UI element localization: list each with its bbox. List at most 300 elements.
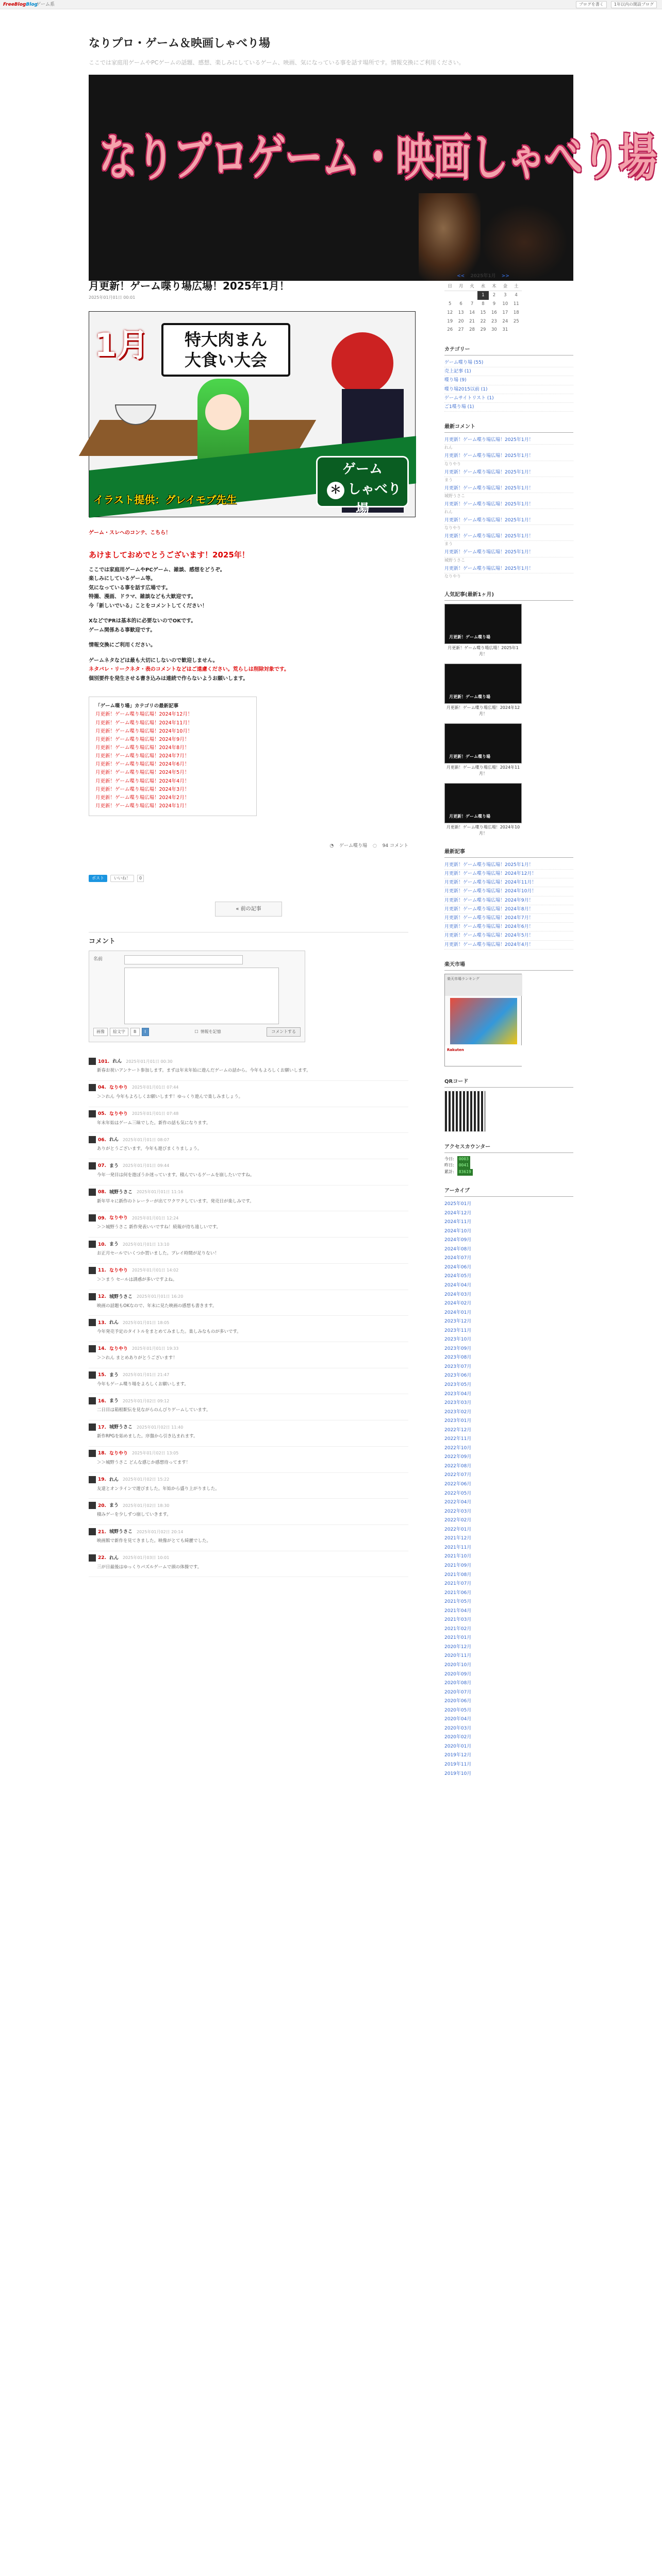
- recent-comment-link[interactable]: 月更新！ゲーム喋り場広場！2025年1月！: [444, 436, 573, 445]
- emoji-button[interactable]: 絵文字: [110, 1028, 128, 1036]
- comment-header: [89, 1528, 408, 1536]
- comment-header: [89, 1084, 408, 1092]
- category-latest-link[interactable]: 月更新！ゲーム喋り場広場！2024年8月！: [95, 744, 190, 751]
- archive-link[interactable]: 2021年03月: [444, 1617, 472, 1623]
- archive-link[interactable]: 2023年01月: [444, 1418, 472, 1424]
- popular-thumbnail[interactable]: [444, 604, 522, 644]
- popular-post-title[interactable]: 月更新！ゲーム喋り場広場！2024年11月！: [446, 765, 520, 776]
- sidebar: [444, 273, 573, 1790]
- archive-link[interactable]: 2023年08月: [444, 1355, 472, 1361]
- archive-link[interactable]: 2022年06月: [444, 1482, 472, 1487]
- comment-author: なりやり: [109, 1451, 128, 1456]
- archive-link[interactable]: 2024年05月: [444, 1274, 472, 1279]
- comment-list: [89, 1055, 408, 1577]
- image-upload-button[interactable]: 画像: [93, 1028, 108, 1036]
- comment-author: れん: [109, 1137, 119, 1143]
- archive-link[interactable]: 2019年10月: [444, 1771, 472, 1776]
- comment-header: [89, 1162, 408, 1170]
- calendar-day[interactable]: 2: [492, 293, 496, 298]
- archive-link[interactable]: 2024年04月: [444, 1283, 472, 1288]
- service-logo[interactable]: FreeBlogBlog: [3, 2, 38, 7]
- calendar-day[interactable]: 15: [480, 310, 486, 315]
- archive-link[interactable]: 2019年12月: [444, 1753, 472, 1758]
- popular-post-title[interactable]: 月更新！ゲーム喋り場広場！2025年1月！: [448, 645, 519, 656]
- archive-link[interactable]: 2020年04月: [444, 1717, 472, 1722]
- comment-item: [89, 1107, 408, 1133]
- latest-post-link[interactable]: 月更新！ゲーム喋り場広場！2024年8月！: [444, 905, 573, 914]
- archive-link[interactable]: 2020年07月: [444, 1689, 472, 1695]
- prev-post-button[interactable]: « 前の記事: [215, 902, 282, 917]
- archive-link[interactable]: 2022年11月: [444, 1436, 472, 1442]
- category-latest-link[interactable]: 月更新！ゲーム喋り場広場！2024年1月！: [95, 803, 190, 809]
- popular-thumb-caption: 月更新！ゲーム喋り場: [449, 814, 490, 819]
- calendar-day[interactable]: 17: [502, 310, 508, 315]
- toolbar-site-name[interactable]: ゲーム系: [36, 2, 55, 7]
- comment-header: [89, 1267, 408, 1275]
- popular-thumb-caption: 月更新！ゲーム喋り場: [449, 694, 490, 699]
- avatar: [89, 1110, 96, 1117]
- category-link[interactable]: ご1喋り場 (1): [444, 403, 573, 412]
- popular-post[interactable]: [444, 723, 573, 777]
- category-latest-link[interactable]: 月更新！ゲーム喋り場広場！2024年10月！: [95, 728, 193, 734]
- comment-number[interactable]: 21.: [98, 1529, 106, 1535]
- comment-text: 積みゲーを少しずつ崩していきます。: [97, 1512, 171, 1518]
- calendar-next-link[interactable]: >>: [501, 274, 509, 279]
- latest-post-link[interactable]: 月更新！ゲーム喋り場広場！2025年1月！: [444, 861, 573, 870]
- comment-author: まう: [109, 1398, 119, 1404]
- comment-number[interactable]: 04.: [98, 1085, 106, 1091]
- comment-number[interactable]: 06.: [98, 1137, 106, 1143]
- category-latest-link[interactable]: 月更新！ゲーム喋り場広場！2024年4月！: [95, 778, 190, 784]
- latest-post-link[interactable]: 月更新！ゲーム喋り場広場！2024年12月！: [444, 870, 573, 878]
- rakuten-widget[interactable]: [444, 974, 522, 1066]
- calendar-day[interactable]: 12: [447, 310, 453, 315]
- archive-link[interactable]: 2021年07月: [444, 1581, 472, 1587]
- category-latest-link[interactable]: 月更新！ゲーム喋り場広場！2024年9月！: [95, 736, 190, 742]
- comment-heading: コメント: [89, 937, 116, 945]
- archive-link[interactable]: 2023年04月: [444, 1391, 472, 1397]
- archive-link[interactable]: 2024年09月: [444, 1238, 472, 1243]
- comment-item: [89, 1447, 408, 1473]
- post-category-link[interactable]: ゲーム喋り場: [339, 843, 368, 849]
- archive-link[interactable]: 2020年09月: [444, 1671, 472, 1677]
- comment-number[interactable]: 19.: [98, 1477, 106, 1483]
- comment-author: まう: [109, 1372, 119, 1378]
- calendar-day[interactable]: 26: [447, 327, 453, 333]
- comment-number[interactable]: 07.: [98, 1163, 106, 1169]
- comment-item: [89, 1055, 408, 1081]
- calendar-day[interactable]: 19: [447, 318, 453, 324]
- archive-link[interactable]: 2025年01月: [444, 1201, 472, 1207]
- archive-link[interactable]: 2019年11月: [444, 1761, 472, 1767]
- rakuten-logo[interactable]: Rakuten: [445, 1045, 522, 1066]
- rakuten-product-image[interactable]: [450, 998, 517, 1044]
- archive-link[interactable]: 2024年10月: [444, 1228, 472, 1234]
- avatar: [89, 1136, 96, 1143]
- comment-text: 今年もゲーム喋り場をよろしくお願いします。: [97, 1381, 189, 1387]
- latest-post-link[interactable]: 月更新！ゲーム喋り場広場！2024年5月！: [444, 931, 573, 940]
- calendar-weekday: 日: [444, 282, 455, 291]
- comment-number[interactable]: 05.: [98, 1111, 106, 1117]
- popular-thumbnail[interactable]: [444, 664, 522, 704]
- submit-comment-button[interactable]: コメントする: [267, 1027, 301, 1037]
- comment-text: ＞＞まう セールは誘惑が多いですよね。: [97, 1277, 177, 1282]
- avatar: [89, 1058, 96, 1065]
- archive-link[interactable]: 2022年04月: [444, 1500, 472, 1505]
- popular-thumb-caption: 月更新！ゲーム喋り場: [449, 634, 490, 639]
- tweet-button[interactable]: ポスト: [89, 875, 107, 882]
- popular-thumbnail[interactable]: [444, 783, 522, 823]
- calendar-day[interactable]: 20: [458, 318, 464, 324]
- comment-date: 2025年01月01日 08:07: [122, 1137, 170, 1142]
- popular-post-title[interactable]: 月更新！ゲーム喋り場広場！2024年10月！: [446, 824, 520, 836]
- category-latest-link[interactable]: 月更新！ゲーム喋り場広場！2024年2月！: [95, 794, 190, 801]
- avatar: [89, 1084, 96, 1091]
- comment-author: れん: [109, 1477, 119, 1483]
- comment-textarea[interactable]: [124, 968, 279, 1024]
- calendar-day[interactable]: 18: [513, 310, 519, 315]
- archive-link[interactable]: 2022年03月: [444, 1509, 472, 1514]
- archive-link[interactable]: 2023年03月: [444, 1400, 472, 1406]
- avatar: [89, 1293, 96, 1300]
- comment-number[interactable]: 101.: [98, 1059, 110, 1064]
- latest-posts-title: 最新記事: [444, 848, 573, 858]
- like-count: 0: [137, 875, 144, 882]
- archive-link[interactable]: 2021年04月: [444, 1608, 472, 1614]
- archive-link[interactable]: 2023年05月: [444, 1382, 472, 1388]
- archive-link[interactable]: 2020年10月: [444, 1662, 472, 1668]
- comment-text: 二日目は箱根駅伝を見ながらのんびりゲームしています。: [97, 1408, 211, 1413]
- comment-date: 2025年01月02日 20:14: [136, 1529, 184, 1534]
- latest-post-link[interactable]: 月更新！ゲーム喋り場広場！2024年4月！: [444, 941, 573, 950]
- calendar-day[interactable]: 25: [513, 318, 519, 324]
- comment-author: まう: [109, 1503, 119, 1509]
- banner-light: [419, 193, 481, 281]
- calendar-weekday: 火: [467, 282, 477, 291]
- calendar-day: [467, 291, 477, 300]
- comment-header: [89, 1397, 408, 1405]
- comment-date: 2025年01月02日 15:22: [122, 1477, 170, 1482]
- comment-number[interactable]: 22.: [98, 1555, 106, 1561]
- archive-link[interactable]: 2022年07月: [444, 1472, 472, 1478]
- calendar-day[interactable]: 9: [492, 301, 496, 307]
- archive-link[interactable]: 2024年11月: [444, 1219, 472, 1225]
- comment-author: なりやり: [109, 1085, 128, 1091]
- comment-header: [89, 1345, 408, 1353]
- archive-link[interactable]: 2021年05月: [444, 1599, 472, 1605]
- remember-label: 情報を記憶: [200, 1029, 221, 1035]
- archive-link[interactable]: 2021年09月: [444, 1563, 472, 1568]
- access-row: [444, 1169, 573, 1176]
- archive-link[interactable]: 2020年06月: [444, 1699, 472, 1704]
- archive-link[interactable]: 2022年10月: [444, 1445, 472, 1451]
- comment-header: [89, 1554, 408, 1562]
- comment-date: 2025年01月01日 16:20: [136, 1294, 184, 1299]
- post-comment-count[interactable]: 94 コメント: [382, 843, 408, 849]
- comment-header: [89, 1476, 408, 1484]
- recent-comment-link[interactable]: 月更新！ゲーム喋り場広場！2025年1月！: [444, 532, 573, 541]
- recent-comment-author: まう: [444, 477, 453, 482]
- category-latest-title: 「ゲーム喋り場」カテゴリの最新記事: [95, 703, 179, 709]
- archive-link[interactable]: 2022年01月: [444, 1527, 472, 1532]
- recent-comment-link[interactable]: 月更新！ゲーム喋り場広場！2025年1月！: [444, 484, 573, 493]
- latest-post-link[interactable]: 月更新！ゲーム喋り場広場！2024年9月！: [444, 896, 573, 905]
- avatar: [89, 1476, 96, 1483]
- new-blogs-button[interactable]: 1年以内の開設ブログ: [611, 1, 657, 8]
- calendar-day[interactable]: 14: [469, 310, 475, 315]
- archive-link[interactable]: 2023年10月: [444, 1337, 472, 1343]
- calendar-day[interactable]: 5: [449, 301, 452, 307]
- comment-text: 映画の話題もOKなので、年末に見た映画の感想も書きます。: [97, 1303, 217, 1309]
- archive-link[interactable]: 2023年07月: [444, 1364, 472, 1369]
- remember-checkbox[interactable]: ☐: [194, 1029, 198, 1035]
- comment-date: 2025年01月01日 14:02: [131, 1268, 179, 1273]
- archive-link[interactable]: 2022年12月: [444, 1427, 472, 1433]
- illustration-face: [205, 394, 241, 430]
- comment-header: [89, 1110, 408, 1118]
- latest-post-link[interactable]: 月更新！ゲーム喋り場広場！2024年7月！: [444, 914, 573, 923]
- archive-link[interactable]: 2022年08月: [444, 1463, 472, 1469]
- calendar-day[interactable]: 21: [469, 318, 475, 324]
- category-link[interactable]: 喋り場 (9): [444, 376, 573, 385]
- comment-number[interactable]: 13.: [98, 1320, 106, 1326]
- recent-comment-link[interactable]: 月更新！ゲーム喋り場広場！2025年1月！: [444, 500, 573, 509]
- calendar-table: [444, 282, 522, 335]
- recent-comment-link[interactable]: 月更新！ゲーム喋り場広場！2025年1月！: [444, 548, 573, 557]
- calendar-day[interactable]: 13: [458, 310, 464, 315]
- archive-link[interactable]: 2021年12月: [444, 1536, 472, 1541]
- comment-item: [89, 1551, 408, 1578]
- calendar-day[interactable]: 10: [502, 301, 508, 307]
- calendar-weekday: 金: [500, 282, 510, 291]
- comment-text: ＞＞れん 今年もよろしくお願いします！ゆっくり遊んで楽しみましょう。: [97, 1094, 243, 1099]
- category-link[interactable]: 売上記事 (1): [444, 367, 573, 376]
- bold-button[interactable]: B: [130, 1028, 140, 1036]
- avatar: [89, 1397, 96, 1404]
- comment-number[interactable]: 15.: [98, 1372, 106, 1378]
- avatar: [89, 1423, 96, 1431]
- calendar-prev-link[interactable]: <<: [457, 274, 465, 279]
- archive-link[interactable]: 2024年03月: [444, 1292, 472, 1297]
- comment-text: お正月セールでいくつか買いました。プレイ時間が足りない！: [97, 1251, 219, 1257]
- archive-link[interactable]: 2024年02月: [444, 1301, 472, 1307]
- illustration-logo-box: ゲーム ＊ しゃべり場: [316, 456, 409, 507]
- calendar-day: [444, 291, 455, 300]
- category-link[interactable]: ゲーム喋り場 (55): [444, 359, 573, 367]
- avatar: [89, 1267, 96, 1274]
- comment-header: [89, 1319, 408, 1327]
- comment-item: [89, 1159, 408, 1185]
- comment-author: まう: [109, 1242, 119, 1247]
- calendar-day[interactable]: 28: [469, 327, 475, 333]
- name-input[interactable]: [124, 955, 243, 964]
- post-info: 情報交換にご利用ください。: [89, 642, 156, 649]
- comment-number[interactable]: 20.: [98, 1503, 106, 1509]
- calendar-day[interactable]: 23: [491, 318, 497, 324]
- post-title[interactable]: 月更新！ゲーム喋り場広場！2025年1月！: [89, 280, 290, 292]
- archive-link[interactable]: 2020年03月: [444, 1725, 472, 1731]
- comment-number[interactable]: 09.: [98, 1215, 106, 1221]
- category-latest-link[interactable]: 月更新！ゲーム喋り場広場！2024年6月！: [95, 761, 190, 768]
- recent-comments-title: 最新コメント: [444, 423, 573, 433]
- comment-item: [89, 1264, 408, 1290]
- archive-link[interactable]: 2024年12月: [444, 1210, 472, 1216]
- archive-link[interactable]: 2020年12月: [444, 1644, 472, 1650]
- archive-link[interactable]: 2021年01月: [444, 1635, 472, 1641]
- post-rules: XなどでPRは基本的に必要ないのでOKです。 ゲーム関係ある事歓迎です。: [89, 618, 196, 633]
- archive-link[interactable]: 2021年11月: [444, 1545, 472, 1550]
- comment-author: まう: [109, 1163, 119, 1169]
- comment-number[interactable]: 10.: [98, 1242, 106, 1247]
- main-wrapper: [89, 21, 656, 1776]
- calendar-day[interactable]: 24: [502, 318, 508, 324]
- comment-date: 2025年01月01日 13:10: [122, 1242, 170, 1247]
- calendar-day[interactable]: 30: [491, 327, 497, 333]
- comment-author: なりやり: [109, 1268, 128, 1274]
- archive-link[interactable]: 2022年09月: [444, 1454, 472, 1460]
- category-latest-link[interactable]: 月更新！ゲーム喋り場広場！2024年12月！: [95, 711, 193, 718]
- archive-link[interactable]: 2021年02月: [444, 1626, 472, 1632]
- calendar-day[interactable]: 8: [482, 301, 485, 307]
- name-label: 名前: [93, 957, 103, 962]
- comment-item: [89, 1368, 408, 1395]
- qr-title: QRコード: [444, 1078, 573, 1088]
- recent-comment-link[interactable]: 月更新！ゲーム喋り場広場！2025年1月！: [444, 565, 573, 573]
- calendar: [444, 273, 522, 334]
- archive-link[interactable]: 2024年06月: [444, 1264, 472, 1270]
- comment-icon: ◌: [372, 843, 377, 849]
- calendar-day[interactable]: 4: [515, 293, 518, 298]
- header-banner[interactable]: [89, 75, 656, 281]
- calendar-day: [455, 291, 466, 300]
- category-latest-link[interactable]: 月更新！ゲーム喋り場広場！2024年7月！: [95, 753, 190, 759]
- blog-title[interactable]: なりプロ・ゲーム＆映画しゃべり場: [89, 37, 271, 50]
- write-blog-button[interactable]: ブログを書く: [576, 1, 607, 8]
- popular-post[interactable]: [444, 783, 573, 837]
- archive-link[interactable]: 2021年06月: [444, 1590, 472, 1596]
- recent-comment-link[interactable]: 月更新！ゲーム喋り場広場！2025年1月！: [444, 516, 573, 525]
- archive-link[interactable]: 2024年01月: [444, 1310, 472, 1315]
- archive-link[interactable]: 2020年11月: [444, 1653, 472, 1659]
- archive-link[interactable]: 2020年08月: [444, 1681, 472, 1686]
- avatar: [89, 1319, 96, 1326]
- comment-number[interactable]: 08.: [98, 1190, 106, 1195]
- archive-link[interactable]: 2020年05月: [444, 1707, 472, 1713]
- comment-date: 2025年01月01日 12:24: [131, 1215, 179, 1221]
- comment-form: [89, 951, 305, 1042]
- comment-number[interactable]: 12.: [98, 1294, 106, 1300]
- comment-date: 2025年01月02日 13:05: [131, 1451, 179, 1456]
- calendar-day: [511, 326, 522, 334]
- comment-item: [89, 1342, 408, 1368]
- category-latest-link[interactable]: 月更新！ゲーム喋り場広場！2024年5月！: [95, 770, 190, 776]
- post-greeting: ゲーム・スレへのコンテ、こちら！: [89, 530, 171, 536]
- calendar-day[interactable]: 1: [477, 291, 488, 300]
- calendar-day[interactable]: 11: [513, 301, 519, 307]
- category-link[interactable]: 喋り場2015以前 (1): [444, 385, 573, 394]
- comment-number[interactable]: 14.: [98, 1346, 106, 1352]
- comment-text: 今年一発目は何を遊ぼうか迷っています。積んでいるゲームを崩したいですね。: [97, 1172, 255, 1178]
- popular-thumbnail[interactable]: [444, 723, 522, 764]
- popular-post-title[interactable]: 月更新！ゲーム喋り場広場！2024年12月！: [446, 705, 520, 716]
- archive-title: アーカイブ: [444, 1187, 573, 1197]
- latest-post-link[interactable]: 月更新！ゲーム喋り場広場！2024年10月！: [444, 887, 573, 896]
- category-link[interactable]: ゲームサイトリスト (1): [444, 394, 573, 403]
- comment-author: れん: [109, 1555, 119, 1561]
- archive-link[interactable]: 2023年06月: [444, 1373, 472, 1379]
- calendar-day[interactable]: 27: [458, 327, 464, 333]
- latest-post-link[interactable]: 月更新！ゲーム喋り場広場！2024年11月！: [444, 878, 573, 887]
- access-value: 0041: [457, 1162, 470, 1169]
- archive-link[interactable]: 2023年02月: [444, 1409, 472, 1415]
- archive-link[interactable]: 2024年07月: [444, 1256, 472, 1261]
- archive-link[interactable]: 2020年02月: [444, 1735, 472, 1740]
- comment-number[interactable]: 16.: [98, 1398, 106, 1404]
- avatar: [89, 1450, 96, 1457]
- comment-text: ありがとうございます。今年も遊びまくりましょう。: [97, 1146, 202, 1152]
- calendar-day[interactable]: 31: [502, 327, 508, 333]
- italic-button[interactable]: I: [142, 1028, 149, 1036]
- like-button[interactable]: いいね！: [110, 875, 134, 882]
- comment-item: [89, 1081, 408, 1107]
- avatar: [89, 1345, 96, 1352]
- calendar-day[interactable]: 6: [459, 301, 462, 307]
- avatar: [89, 1162, 96, 1170]
- archive-link[interactable]: 2023年12月: [444, 1319, 472, 1325]
- archive-link[interactable]: 2022年05月: [444, 1490, 472, 1496]
- calendar-day[interactable]: 22: [480, 318, 486, 324]
- calendar-title: 2025年1月: [470, 274, 496, 279]
- comment-text: 新作RPGを始めました。序盤から引き込まれます。: [97, 1434, 198, 1439]
- archive-link[interactable]: 2020年01月: [444, 1743, 472, 1749]
- calendar-day[interactable]: 29: [480, 327, 486, 333]
- comment-number[interactable]: 17.: [98, 1425, 106, 1430]
- comment-number[interactable]: 18.: [98, 1451, 106, 1456]
- category-latest-link[interactable]: 月更新！ゲーム喋り場広場！2024年3月！: [95, 786, 190, 792]
- comment-text: 映画館で新作を見てきました。映像がとても綺麗でした。: [97, 1538, 211, 1544]
- recent-comment-author: なりやり: [444, 526, 461, 531]
- banner-title: なりプロゲーム・映画しゃべり場: [99, 129, 656, 187]
- comment-author: れん: [109, 1320, 119, 1326]
- recent-comment-link[interactable]: 月更新！ゲーム喋り場広場！2025年1月！: [444, 468, 573, 477]
- comment-header: [89, 1189, 408, 1196]
- category-latest-link[interactable]: 月更新！ゲーム喋り場広場！2024年11月！: [95, 720, 193, 726]
- comment-header: [89, 1241, 408, 1248]
- divider: [89, 932, 408, 933]
- archive-link[interactable]: 2021年10月: [444, 1554, 472, 1560]
- calendar-day[interactable]: 16: [491, 310, 497, 315]
- recent-comment-link[interactable]: 月更新！ゲーム喋り場広場！2025年1月！: [444, 452, 573, 461]
- comment-number[interactable]: 11.: [98, 1268, 106, 1274]
- calendar-day[interactable]: 7: [470, 301, 474, 307]
- popular-post[interactable]: [444, 604, 573, 657]
- post-new-year: あけましておめでとうございます！2025年！: [89, 550, 250, 560]
- archive-link[interactable]: 2023年09月: [444, 1346, 472, 1351]
- comment-date: 2025年01月02日 18:30: [122, 1503, 170, 1508]
- post-meta: [89, 843, 408, 850]
- access-row: [444, 1156, 573, 1163]
- archive-link[interactable]: 2023年11月: [444, 1328, 472, 1333]
- archive-link[interactable]: 2022年02月: [444, 1518, 472, 1523]
- calendar-day[interactable]: 3: [504, 293, 507, 298]
- comment-item: [89, 1133, 408, 1159]
- archive-link[interactable]: 2024年08月: [444, 1246, 472, 1252]
- popular-post[interactable]: [444, 664, 573, 717]
- latest-post-link[interactable]: 月更新！ゲーム喋り場広場！2024年6月！: [444, 923, 573, 931]
- comment-header: [89, 1058, 408, 1065]
- comment-item: [89, 1185, 408, 1212]
- archive-link[interactable]: 2021年08月: [444, 1572, 472, 1578]
